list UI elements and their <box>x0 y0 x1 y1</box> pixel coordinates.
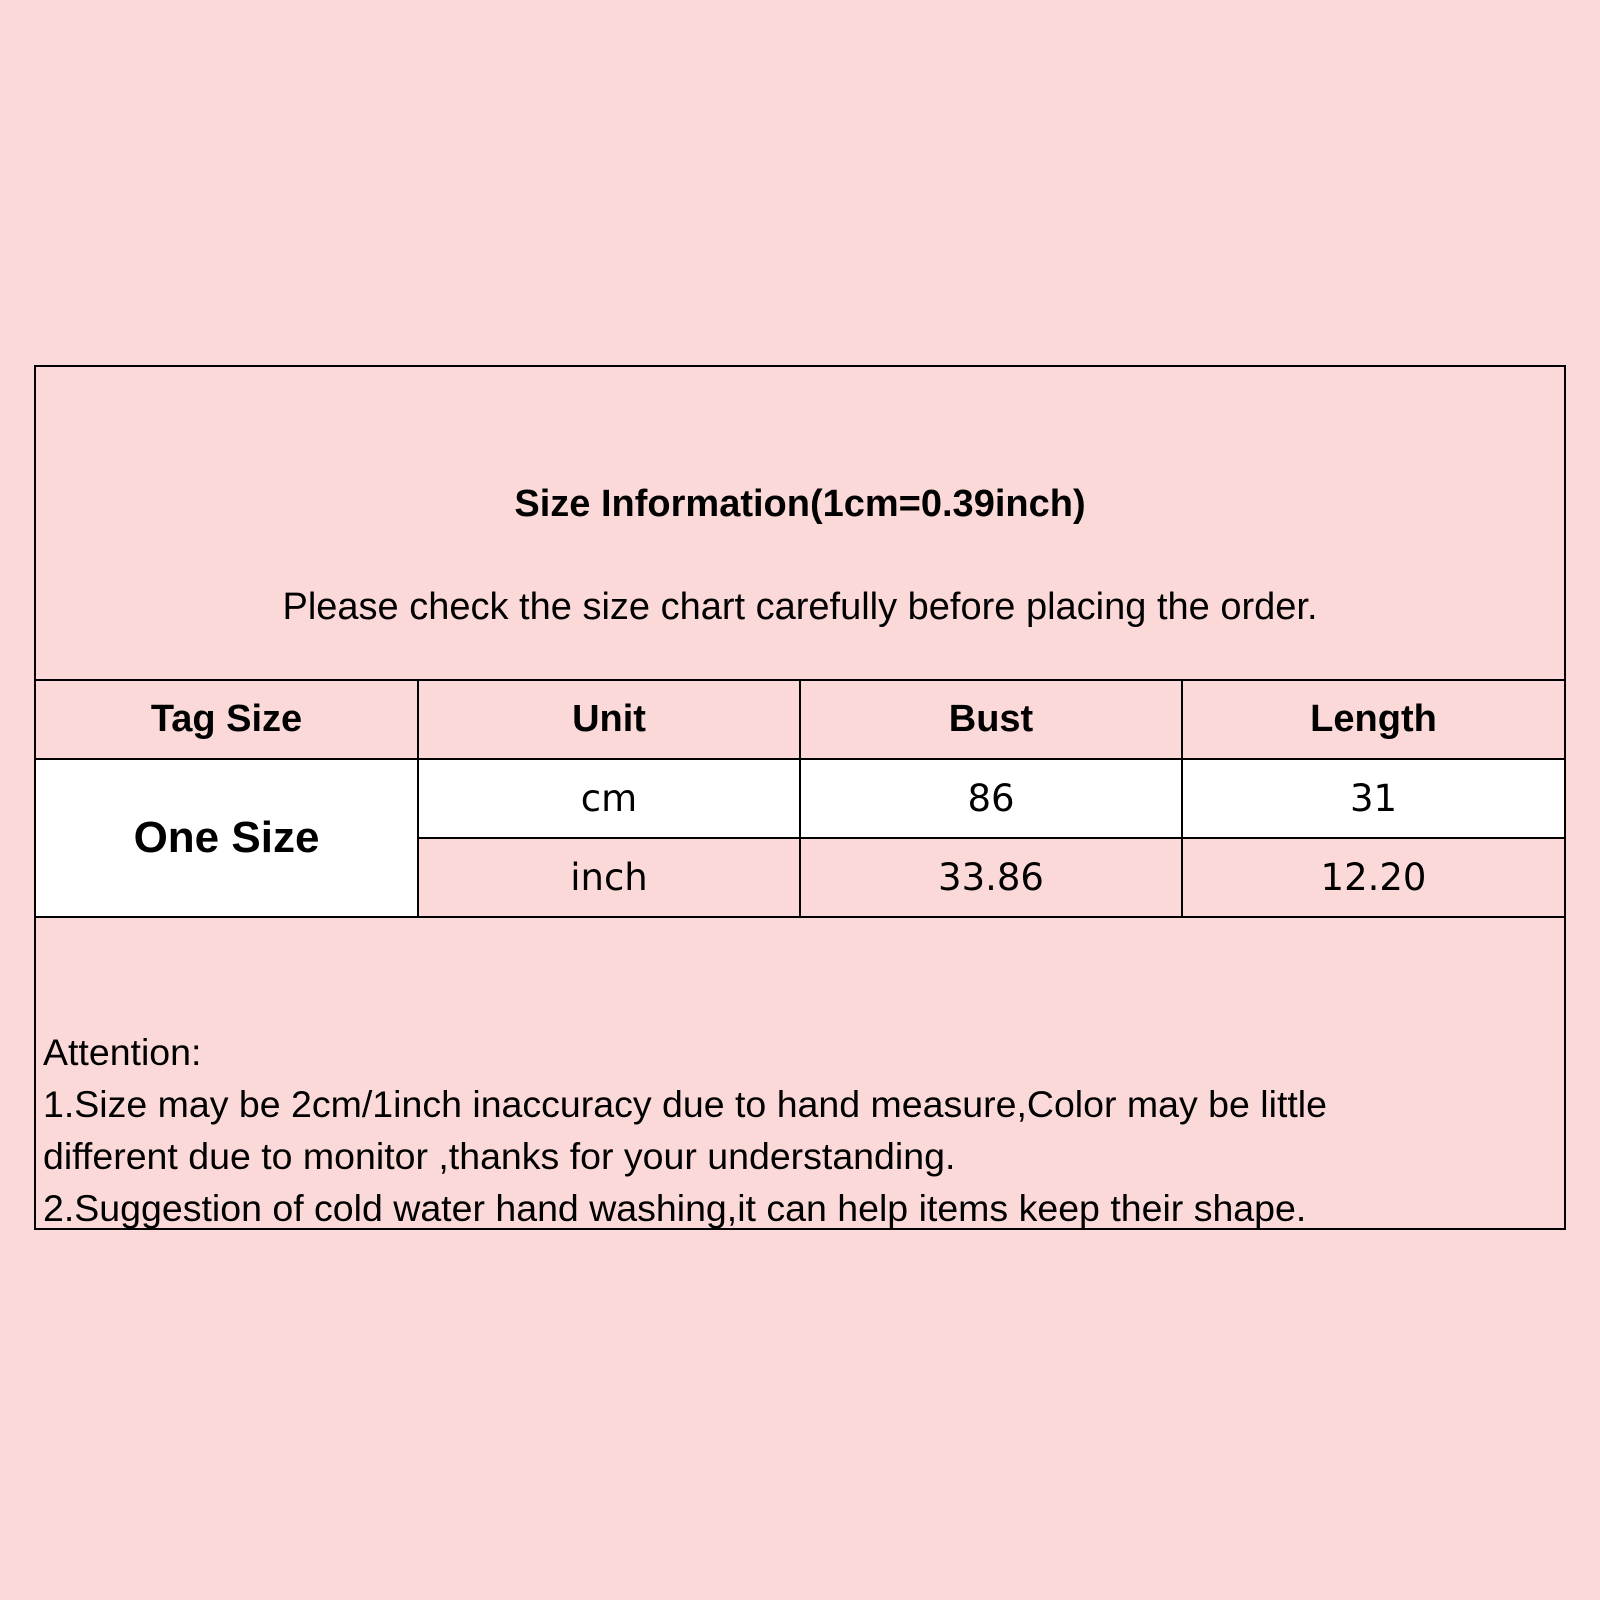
length-cell: 31 <box>1182 759 1564 838</box>
attention-line: 2.Suggestion of cold water hand washing,it can help items keep their shape. <box>43 1187 1307 1229</box>
size-chart-header <box>36 367 1564 681</box>
size-chart-subtitle: Please check the size chart carefully before placing the order. <box>282 586 1318 628</box>
length-cell: 12.20 <box>1182 838 1564 916</box>
column-header-length: Length <box>1182 681 1564 759</box>
table-header-row <box>36 681 1564 759</box>
unit-cell: inch <box>418 838 800 916</box>
bust-cell: 86 <box>800 759 1182 838</box>
size-chart-title: Size Information(1cm=0.39inch) <box>514 483 1086 525</box>
attention-text <box>43 1026 1327 1234</box>
tag-size-cell: One Size <box>36 759 418 916</box>
column-header-tag-size: Tag Size <box>36 681 418 759</box>
table-row-cm <box>36 759 1564 838</box>
unit-cell: cm <box>418 759 800 838</box>
bust-cell: 33.86 <box>800 838 1182 916</box>
column-header-bust: Bust <box>800 681 1182 759</box>
column-header-unit: Unit <box>418 681 800 759</box>
size-chart-card <box>34 365 1566 1230</box>
attention-line: different due to monitor ,thanks for your understanding. <box>43 1135 956 1177</box>
attention-heading: Attention: <box>43 1031 202 1073</box>
attention-line: 1.Size may be 2cm/1inch inaccuracy due to hand measure,Color may be little <box>43 1083 1327 1125</box>
size-table <box>36 681 1564 916</box>
attention-section <box>36 916 1564 1228</box>
